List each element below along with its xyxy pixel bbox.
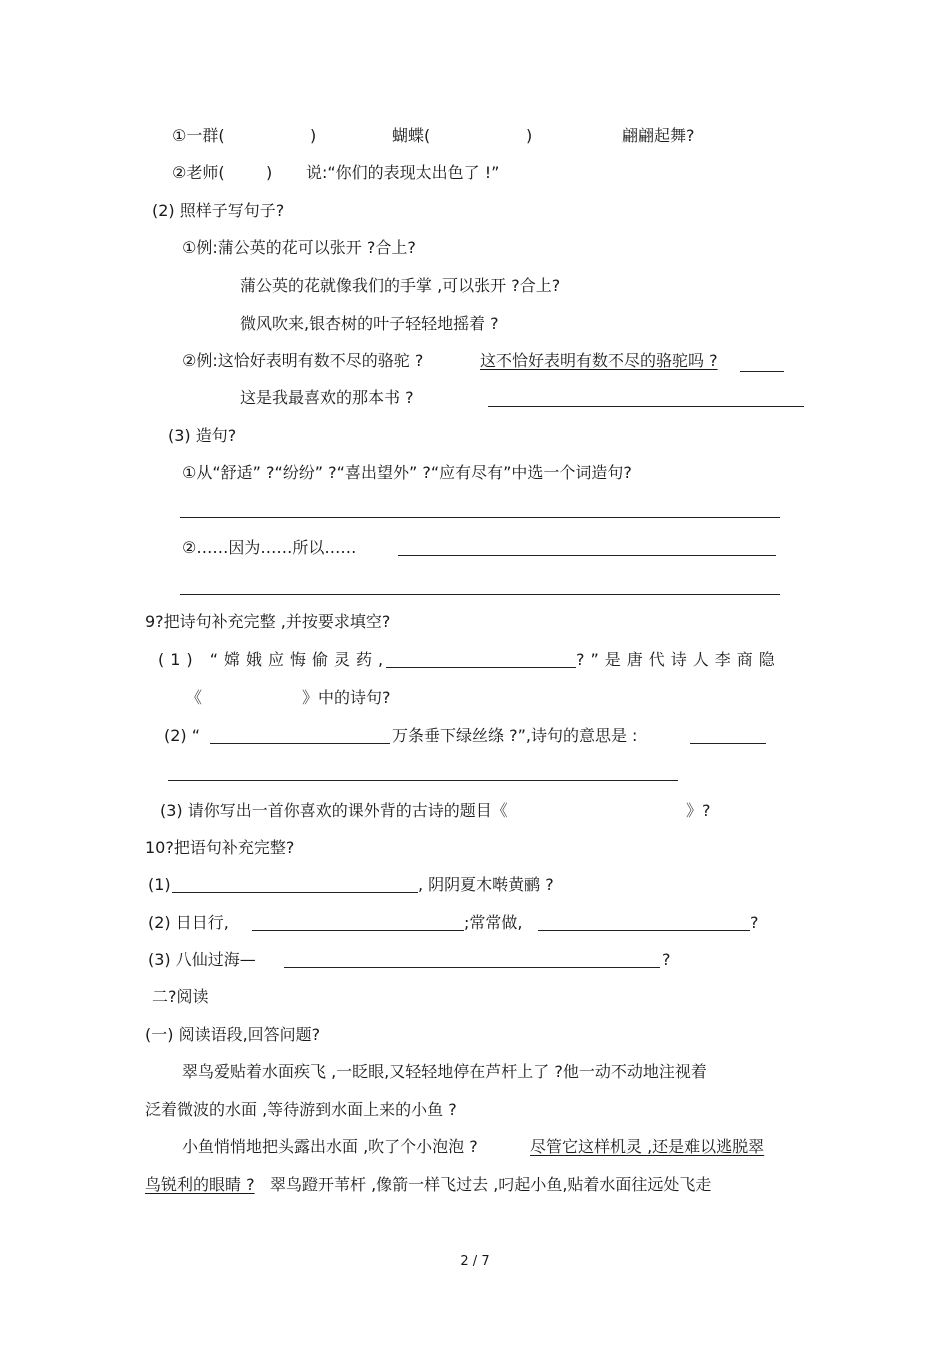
answer-blank[interactable] xyxy=(398,555,776,556)
passage-line-4: 翠鸟蹬开苇杆 ,像箭一样飞过去 ,叼起小鱼,贴着水面往远处飞走 xyxy=(270,1175,712,1194)
passage-line-2: 泛着微波的水面 ,等待游到水面上来的小鱼 ? xyxy=(145,1100,457,1119)
question-3-item-2: ②……因为……所以…… xyxy=(182,538,357,557)
example-2-question: 这是我最喜欢的那本书 ? xyxy=(240,388,414,407)
section-2-heading: 二?阅读 xyxy=(152,987,209,1006)
answer-blank[interactable] xyxy=(180,517,780,518)
fill-line-2-b: ) xyxy=(266,163,273,182)
passage-line-1: 翠鸟爱贴着水面疾飞 ,一眨眼,又轻轻地停在芦杆上了 ?他一动不动地注视着 xyxy=(182,1062,707,1081)
answer-blank[interactable] xyxy=(284,967,660,968)
section-2-part-1-heading: (一) 阅读语段,回答问题? xyxy=(145,1025,321,1044)
fill-line-1-e: 翩翩起舞? xyxy=(622,126,695,145)
fill-line-1-a: ①一群( xyxy=(172,126,225,145)
question-10-3-b: ? xyxy=(662,950,671,969)
question-10-3-a: (3) 八仙过海— xyxy=(148,950,256,969)
example-2-answer: 这不恰好表明有数不尽的骆驼吗 ? xyxy=(480,351,718,370)
passage-line-3-a: 小鱼悄悄地把头露出水面 ,吹了个小泡泡 ? xyxy=(182,1137,478,1156)
question-9-2-a: (2) “ xyxy=(164,726,201,745)
example-1: ①例:蒲公英的花可以张开 ?合上? xyxy=(182,238,416,257)
example-1-question: 微风吹来,银杏树的叶子轻轻地摇着 ? xyxy=(240,314,499,333)
question-9-1-d: 》中的诗句? xyxy=(302,688,391,707)
answer-blank[interactable] xyxy=(488,406,804,407)
answer-underline-extension xyxy=(740,371,784,372)
answer-blank[interactable] xyxy=(168,780,678,781)
page-number: 2 / 7 xyxy=(460,1254,490,1269)
question-9-heading: 9?把诗句补充完整 ,并按要求填空? xyxy=(145,612,391,631)
question-2-heading: (2) 照样子写句子? xyxy=(152,201,285,220)
fill-line-2-c: 说:“你们的表现太出色了 !” xyxy=(306,163,500,182)
answer-blank[interactable] xyxy=(386,667,576,668)
question-9-3-a: (3) 请你写出一首你喜欢的课外背的古诗的题目《 xyxy=(160,801,508,820)
question-10-2-a: (2) 日日行, xyxy=(148,913,229,932)
answer-blank[interactable] xyxy=(538,930,750,931)
question-10-heading: 10?把语句补充完整? xyxy=(145,838,295,857)
question-9-1-a: (1) “嫦娥应悔偷灵药, xyxy=(158,650,390,669)
question-3-item-1: ①从“舒适” ?“纷纷” ?“喜出望外” ?“应有尽有”中选一个词造句? xyxy=(182,463,632,482)
fill-line-2-a: ②老师( xyxy=(172,163,225,182)
passage-underlined-1: 尽管它这样机灵 ,还是难以逃脱翠 xyxy=(530,1137,765,1156)
question-10-1-b: , 阴阴夏木啭黄鹂 ? xyxy=(418,875,554,894)
example-2-source: ②例:这恰好表明有数不尽的骆驼 ? xyxy=(182,351,424,370)
question-9-1-b: ?”是唐代诗人李商隐 xyxy=(576,650,781,669)
answer-blank[interactable] xyxy=(180,594,780,595)
question-10-2-b: ;常常做, xyxy=(464,913,523,932)
passage-underlined-2: 鸟锐利的眼睛 ? xyxy=(145,1175,255,1194)
question-9-1-c: 《 xyxy=(186,688,203,707)
answer-blank[interactable] xyxy=(172,892,418,893)
question-9-3-b: 》? xyxy=(686,801,711,820)
answer-blank[interactable] xyxy=(252,930,464,931)
question-10-1-a: (1) xyxy=(148,875,171,894)
fill-line-1-d: ) xyxy=(526,126,533,145)
question-10-2-c: ? xyxy=(750,913,759,932)
fill-line-1-c: 蝴蝶( xyxy=(392,126,431,145)
answer-blank[interactable] xyxy=(690,743,766,744)
example-1-answer: 蒲公英的花就像我们的手掌 ,可以张开 ?合上? xyxy=(240,276,561,295)
question-3-heading: (3) 造句? xyxy=(168,426,237,445)
answer-blank[interactable] xyxy=(210,743,390,744)
fill-line-1-b: ) xyxy=(310,126,317,145)
question-9-2-b: 万条垂下绿丝绦 ?”,诗句的意思是 : xyxy=(392,726,638,745)
